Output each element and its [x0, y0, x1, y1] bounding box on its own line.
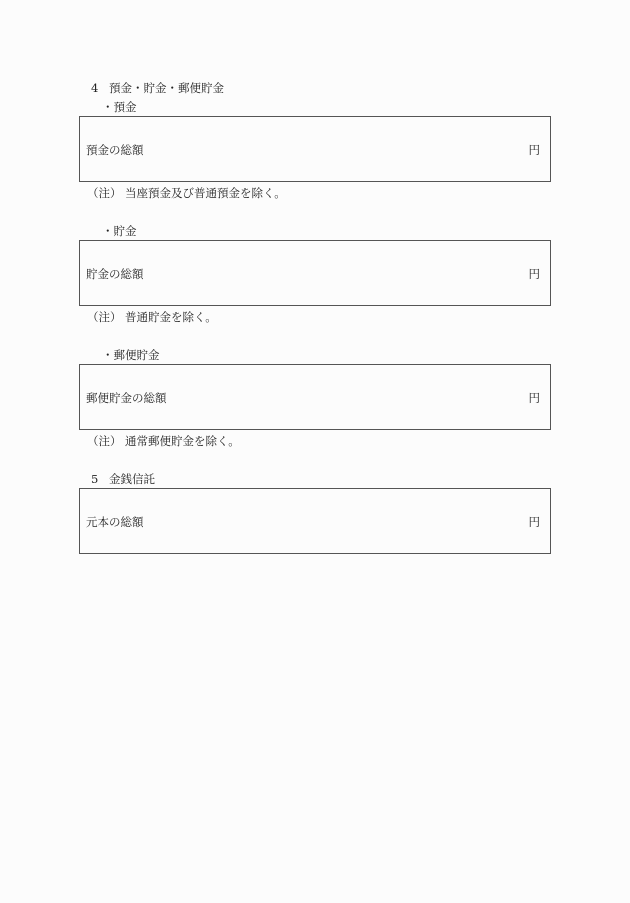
savings-note-text: 普通貯金を除く。: [125, 310, 217, 324]
section-4-number: 4: [91, 81, 99, 95]
savings-unit-yen: 円: [528, 267, 540, 281]
deposit-total-label: 預金の総額: [86, 143, 144, 157]
section-5-number: 5: [91, 472, 99, 486]
savings-note-label: （注）: [87, 310, 122, 324]
trust-unit-yen: 円: [528, 515, 540, 529]
postal-savings-unit-yen: 円: [528, 391, 540, 405]
postal-savings-total-label: 郵便貯金の総額: [86, 391, 167, 405]
postal-savings-note-label: （注）: [87, 434, 122, 448]
deposit-note-text: 当座預金及び普通預金を除く。: [125, 186, 286, 200]
deposit-note-label: （注）: [87, 186, 122, 200]
section-5-heading: 金銭信託: [109, 472, 155, 486]
savings-total-field[interactable]: [79, 240, 551, 306]
deposit-unit-yen: 円: [528, 143, 540, 157]
deposit-total-field[interactable]: [79, 116, 551, 182]
section-4-heading: 預金・貯金・郵便貯金: [109, 81, 224, 95]
deposit-subheading: ・預金: [102, 100, 137, 114]
postal-savings-note-text: 通常郵便貯金を除く。: [125, 434, 240, 448]
trust-principal-total-field[interactable]: [79, 488, 551, 554]
savings-total-label: 貯金の総額: [86, 267, 144, 281]
trust-principal-total-label: 元本の総額: [86, 515, 144, 529]
savings-subheading: ・貯金: [102, 224, 137, 238]
postal-savings-subheading: ・郵便貯金: [102, 348, 160, 362]
postal-savings-total-field[interactable]: [79, 364, 551, 430]
